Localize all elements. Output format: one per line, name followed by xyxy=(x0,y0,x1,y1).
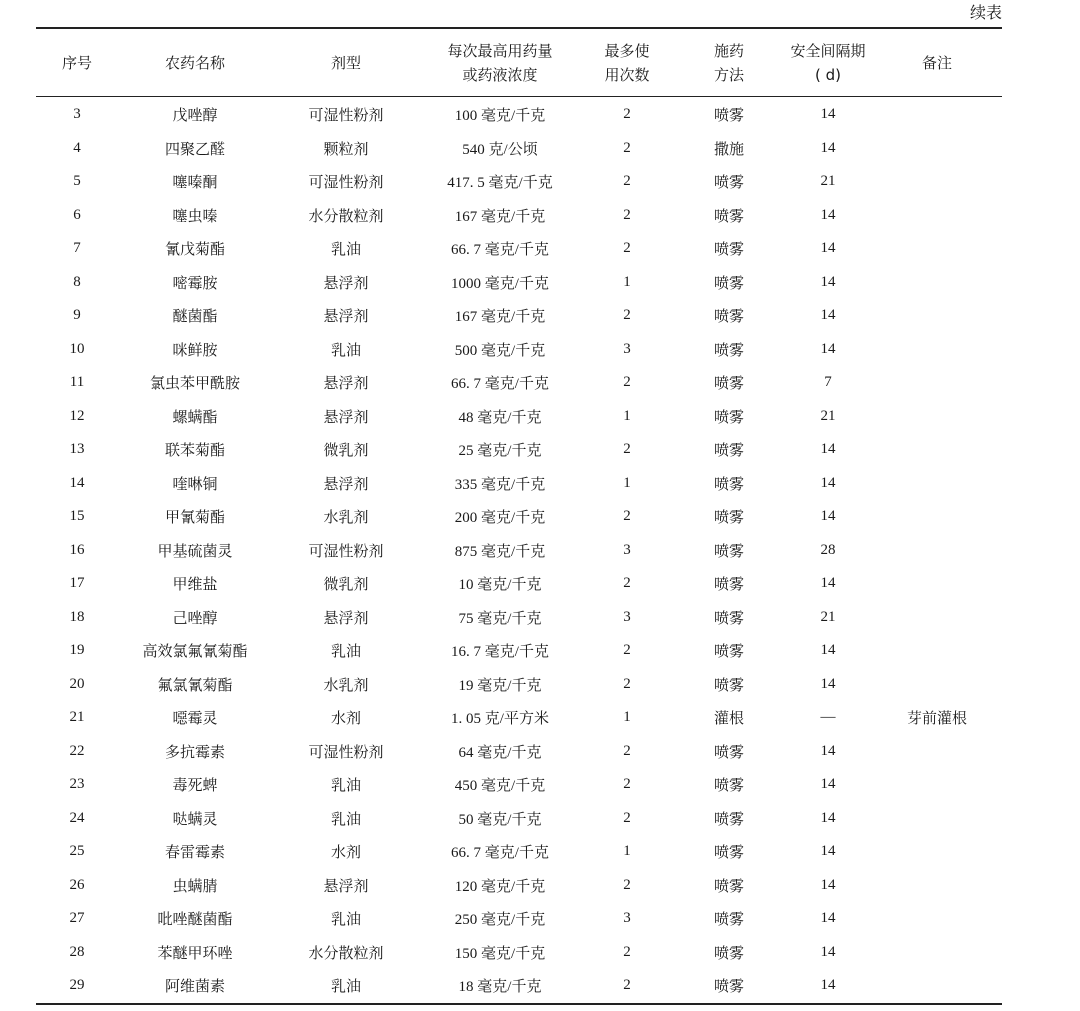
table-row xyxy=(36,132,1002,166)
table-row xyxy=(36,333,1002,367)
cell-note xyxy=(872,165,1002,199)
cell-max-dose: 167 毫克/千克 xyxy=(454,309,546,326)
cell-pesticide-name: 螺螨酯 xyxy=(172,407,218,426)
cell-note xyxy=(872,299,1002,333)
cell-max-dose: 1000 毫克/千克 xyxy=(451,275,549,292)
cell-safety-interval: 14 xyxy=(784,969,872,1004)
cell-formulation: 可湿性粉剂 xyxy=(308,541,384,560)
cell-seq: 25 xyxy=(69,843,85,860)
cell-max-times: 3 xyxy=(623,608,631,625)
header-dose-line1: 每次最高用药量 xyxy=(447,41,553,60)
header-times-line1: 最多使 xyxy=(604,41,650,60)
cell-formulation: 水乳剂 xyxy=(323,675,369,694)
cell-safety-interval: 14 xyxy=(820,642,836,659)
cell-formulation: 乳油 xyxy=(272,969,420,1004)
cell-safety-interval: 21 xyxy=(820,407,836,424)
cell-seq: 24 xyxy=(69,809,85,826)
cell-max-times: 1 xyxy=(623,273,631,290)
cell-note xyxy=(872,634,1002,668)
cell-method: 喷雾 xyxy=(713,374,744,393)
cell-method: 喷雾 xyxy=(713,273,744,292)
cell-max-times: 1 xyxy=(623,843,631,860)
table-row xyxy=(36,299,1002,333)
cell-max-dose: 200 毫克/千克 xyxy=(454,510,546,527)
cell-method: 喷雾 xyxy=(713,575,744,594)
table-row xyxy=(36,701,1002,735)
cell-max-times: 2 xyxy=(623,173,631,190)
cell-pesticide-name: 甲氰菊酯 xyxy=(164,508,225,527)
cell-max-dose: 75 毫克/千克 xyxy=(458,610,542,627)
cell-max-dose: 25 毫克/千克 xyxy=(458,443,542,460)
header-times-line2: 用次数 xyxy=(604,65,650,84)
cell-pesticide-name: 戊唑醇 xyxy=(172,106,218,125)
cell-max-times: 2 xyxy=(623,876,631,893)
table-row xyxy=(36,869,1002,903)
cell-formulation: 水分散粒剂 xyxy=(308,943,384,962)
cell-method: 喷雾 xyxy=(713,441,744,460)
cell-safety-interval: 14 xyxy=(820,843,836,860)
cell-max-times: 2 xyxy=(623,575,631,592)
cell-seq: 23 xyxy=(69,776,85,793)
cell-safety-interval: 14 xyxy=(820,106,836,123)
cell-seq: 10 xyxy=(69,340,85,357)
header-form xyxy=(272,28,420,97)
cell-seq: 20 xyxy=(69,675,85,692)
cell-max-times: 2 xyxy=(623,642,631,659)
cell-pesticide-name: 己唑醇 xyxy=(172,608,218,627)
cell-seq: 22 xyxy=(69,742,85,759)
cell-safety-interval: 14 xyxy=(820,240,836,257)
cell-safety-interval: 21 xyxy=(820,608,836,625)
cell-safety-interval: 14 xyxy=(820,139,836,156)
cell-note xyxy=(872,333,1002,367)
cell-note xyxy=(872,902,1002,936)
header-row xyxy=(36,28,1002,97)
cell-formulation: 微乳剂 xyxy=(323,575,369,594)
header-note-label: 备注 xyxy=(921,53,952,72)
cell-pesticide-name: 哒螨灵 xyxy=(172,809,218,828)
cell-method: 喷雾 xyxy=(713,910,744,929)
header-interval-line1: 安全间隔期 xyxy=(790,41,866,60)
header-form-label: 剂型 xyxy=(330,53,361,72)
cell-seq: 5 xyxy=(73,173,81,190)
cell-max-dose: 120 毫克/千克 xyxy=(454,878,546,895)
cell-pesticide-name: 甲维盐 xyxy=(172,575,218,594)
table-row xyxy=(36,735,1002,769)
cell-formulation: 悬浮剂 xyxy=(323,608,369,627)
cell-formulation: 水分散粒剂 xyxy=(308,206,384,225)
cell-method: 喷雾 xyxy=(713,407,744,426)
cell-note xyxy=(872,199,1002,233)
cell-pesticide-name: 氯虫苯甲酰胺 xyxy=(149,374,240,393)
table-caption: 续表 xyxy=(969,3,1002,22)
cell-seq: 16 xyxy=(69,541,85,558)
table-row xyxy=(36,199,1002,233)
cell-method: 喷雾 xyxy=(713,206,744,225)
cell-note xyxy=(872,97,1002,132)
cell-method: 喷雾 xyxy=(713,340,744,359)
cell-max-times: 1 xyxy=(623,407,631,424)
cell-note xyxy=(872,869,1002,903)
cell-max-times: 2 xyxy=(623,307,631,324)
cell-formulation: 水剂 xyxy=(330,843,361,862)
cell-safety-interval: 7 xyxy=(824,374,832,391)
table-row xyxy=(36,668,1002,702)
cell-max-times: 2 xyxy=(623,441,631,458)
cell-seq: 13 xyxy=(69,441,85,458)
cell-pesticide-name: 噻嗪酮 xyxy=(172,173,218,192)
cell-max-dose: 500 毫克/千克 xyxy=(454,342,546,359)
cell-max-dose: 19 毫克/千克 xyxy=(458,677,542,694)
cell-pesticide-name: 噻虫嗪 xyxy=(172,206,218,225)
cell-safety-interval: 14 xyxy=(820,575,836,592)
header-dose xyxy=(420,28,580,97)
header-name-label: 农药名称 xyxy=(164,53,225,72)
cell-seq: 17 xyxy=(69,575,85,592)
table-row xyxy=(36,232,1002,266)
table-row xyxy=(36,634,1002,668)
cell-seq: 21 xyxy=(69,709,85,726)
cell-seq: 9 xyxy=(73,307,81,324)
cell-note xyxy=(872,567,1002,601)
table-row xyxy=(36,97,1002,132)
cell-safety-interval: 14 xyxy=(820,307,836,324)
table-row xyxy=(36,266,1002,300)
table-body xyxy=(36,97,1002,1004)
cell-formulation: 乳油 xyxy=(330,776,361,795)
cell-max-times: 3 xyxy=(623,340,631,357)
cell-pesticide-name: 苯醚甲环唑 xyxy=(157,943,233,962)
table-row xyxy=(36,534,1002,568)
cell-method: 喷雾 xyxy=(713,541,744,560)
cell-formulation: 颗粒剂 xyxy=(323,139,369,158)
cell-note xyxy=(872,232,1002,266)
cell-formulation: 微乳剂 xyxy=(323,441,369,460)
cell-safety-interval: 14 xyxy=(820,910,836,927)
pesticide-table xyxy=(36,27,1002,1005)
cell-seq: 11 xyxy=(69,374,85,391)
cell-note xyxy=(872,132,1002,166)
cell-method: 喷雾 xyxy=(674,969,784,1004)
cell-note xyxy=(872,534,1002,568)
header-interval-line2: ( d) xyxy=(815,65,841,84)
cell-max-times: 3 xyxy=(623,541,631,558)
header-method-line1: 施药 xyxy=(713,41,744,60)
cell-note xyxy=(872,266,1002,300)
cell-pesticide-name: 氟氯氰菊酯 xyxy=(157,675,233,694)
header-name xyxy=(118,28,272,97)
table-row xyxy=(36,802,1002,836)
cell-method: 灌根 xyxy=(713,709,744,728)
cell-safety-interval: 14 xyxy=(820,809,836,826)
cell-max-dose: 150 毫克/千克 xyxy=(454,945,546,962)
table-row xyxy=(36,768,1002,802)
cell-max-times: 2 xyxy=(580,969,674,1004)
cell-pesticide-name: 阿维菌素 xyxy=(118,969,272,1004)
cell-method: 喷雾 xyxy=(713,876,744,895)
cell-max-times: 2 xyxy=(623,240,631,257)
cell-method: 喷雾 xyxy=(713,943,744,962)
cell-pesticide-name: 高效氯氟氰菊酯 xyxy=(142,642,248,661)
cell-max-times: 1 xyxy=(623,709,631,726)
cell-max-dose: 50 毫克/千克 xyxy=(458,811,542,828)
cell-seq: 27 xyxy=(69,910,85,927)
cell-max-times: 2 xyxy=(623,508,631,525)
cell-pesticide-name: 喹啉铜 xyxy=(172,474,218,493)
cell-note xyxy=(872,668,1002,702)
header-interval xyxy=(784,28,872,97)
cell-note xyxy=(872,768,1002,802)
cell-max-dose: 10 毫克/千克 xyxy=(458,577,542,594)
cell-safety-interval: 14 xyxy=(820,675,836,692)
cell-safety-interval: 14 xyxy=(820,273,836,290)
cell-safety-interval: — xyxy=(820,709,836,726)
table-row xyxy=(36,366,1002,400)
header-times xyxy=(580,28,674,97)
cell-max-times: 2 xyxy=(623,943,631,960)
cell-pesticide-name: 醚菌酯 xyxy=(172,307,218,326)
cell-note xyxy=(872,936,1002,970)
header-method-line2: 方法 xyxy=(713,65,744,84)
cell-safety-interval: 14 xyxy=(820,776,836,793)
cell-method: 喷雾 xyxy=(713,776,744,795)
header-note xyxy=(872,28,1002,97)
cell-safety-interval: 14 xyxy=(820,508,836,525)
cell-max-dose: 167 毫克/千克 xyxy=(454,208,546,225)
cell-note xyxy=(872,601,1002,635)
cell-pesticide-name: 虫螨腈 xyxy=(172,876,218,895)
cell-formulation: 水剂 xyxy=(330,709,361,728)
cell-formulation: 乳油 xyxy=(330,809,361,828)
cell-max-times: 2 xyxy=(623,139,631,156)
cell-pesticide-name: 联苯菊酯 xyxy=(164,441,225,460)
cell-method: 喷雾 xyxy=(713,508,744,527)
cell-safety-interval: 14 xyxy=(820,206,836,223)
cell-max-times: 2 xyxy=(623,776,631,793)
cell-max-dose: 64 毫克/千克 xyxy=(458,744,542,761)
cell-safety-interval: 28 xyxy=(820,541,836,558)
table-row xyxy=(36,601,1002,635)
cell-pesticide-name: 咪鲜胺 xyxy=(172,340,218,359)
cell-max-times: 2 xyxy=(623,675,631,692)
cell-formulation: 悬浮剂 xyxy=(323,474,369,493)
cell-safety-interval: 14 xyxy=(820,943,836,960)
cell-seq: 4 xyxy=(73,139,81,156)
table-row xyxy=(36,433,1002,467)
cell-formulation: 悬浮剂 xyxy=(323,273,369,292)
cell-max-dose: 417. 5 毫克/千克 xyxy=(447,175,553,192)
cell-safety-interval: 14 xyxy=(820,876,836,893)
cell-max-dose: 66. 7 毫克/千克 xyxy=(451,845,549,862)
cell-max-times: 2 xyxy=(623,206,631,223)
header-dose-line2: 或药液浓度 xyxy=(462,65,538,84)
cell-formulation: 可湿性粉剂 xyxy=(308,106,384,125)
table-row xyxy=(36,936,1002,970)
cell-seq: 8 xyxy=(73,273,81,290)
cell-note xyxy=(872,802,1002,836)
cell-method: 喷雾 xyxy=(713,642,744,661)
cell-formulation: 悬浮剂 xyxy=(323,374,369,393)
cell-note xyxy=(872,500,1002,534)
cell-pesticide-name: 毒死蜱 xyxy=(172,776,218,795)
cell-formulation: 乳油 xyxy=(330,240,361,259)
cell-method: 喷雾 xyxy=(713,173,744,192)
cell-formulation: 悬浮剂 xyxy=(323,876,369,895)
cell-formulation: 水乳剂 xyxy=(323,508,369,527)
cell-note xyxy=(872,433,1002,467)
cell-seq: 15 xyxy=(69,508,85,525)
cell-method: 喷雾 xyxy=(713,742,744,761)
cell-seq: 29 xyxy=(36,969,118,1004)
cell-seq: 26 xyxy=(69,876,85,893)
cell-method: 喷雾 xyxy=(713,675,744,694)
cell-max-dose: 1. 05 克/平方米 xyxy=(451,711,549,728)
cell-formulation: 可湿性粉剂 xyxy=(308,173,384,192)
cell-max-times: 2 xyxy=(623,374,631,391)
cell-seq: 3 xyxy=(73,106,81,123)
header-seq-label: 序号 xyxy=(61,53,92,72)
cell-formulation: 可湿性粉剂 xyxy=(308,742,384,761)
table-row xyxy=(36,567,1002,601)
cell-max-times: 2 xyxy=(623,742,631,759)
cell-seq: 12 xyxy=(69,407,85,424)
cell-note xyxy=(872,835,1002,869)
cell-method: 喷雾 xyxy=(713,106,744,125)
cell-pesticide-name: 多抗霉素 xyxy=(164,742,225,761)
cell-max-dose: 66. 7 毫克/千克 xyxy=(451,242,549,259)
cell-method: 喷雾 xyxy=(713,809,744,828)
cell-pesticide-name: 嘧霉胺 xyxy=(172,273,218,292)
cell-max-dose: 66. 7 毫克/千克 xyxy=(451,376,549,393)
cell-max-times: 3 xyxy=(623,910,631,927)
cell-note xyxy=(872,969,1002,1004)
cell-pesticide-name: 春雷霉素 xyxy=(164,843,225,862)
cell-pesticide-name: 氰戊菊酯 xyxy=(164,240,225,259)
header-method xyxy=(674,28,784,97)
cell-method: 喷雾 xyxy=(713,608,744,627)
cell-seq: 7 xyxy=(73,240,81,257)
cell-max-times: 1 xyxy=(623,474,631,491)
cell-seq: 28 xyxy=(69,943,85,960)
table-row xyxy=(36,902,1002,936)
cell-safety-interval: 14 xyxy=(820,340,836,357)
cell-max-dose: 16. 7 毫克/千克 xyxy=(451,644,549,661)
cell-seq: 6 xyxy=(73,206,81,223)
cell-max-dose: 18 毫克/千克 xyxy=(420,969,580,1004)
cell-max-dose: 540 克/公顷 xyxy=(462,141,538,158)
cell-pesticide-name: 吡唑醚菌酯 xyxy=(157,910,233,929)
cell-formulation: 乳油 xyxy=(330,642,361,661)
table-row xyxy=(36,835,1002,869)
table-row xyxy=(36,165,1002,199)
cell-note xyxy=(872,366,1002,400)
cell-max-dose: 335 毫克/千克 xyxy=(454,476,546,493)
cell-max-dose: 250 毫克/千克 xyxy=(454,912,546,929)
cell-formulation: 乳油 xyxy=(330,340,361,359)
cell-method: 喷雾 xyxy=(713,307,744,326)
cell-method: 撒施 xyxy=(713,139,744,158)
cell-method: 喷雾 xyxy=(713,240,744,259)
header-seq xyxy=(36,28,118,97)
cell-method: 喷雾 xyxy=(713,474,744,493)
table-row xyxy=(36,500,1002,534)
cell-formulation: 乳油 xyxy=(330,910,361,929)
cell-seq: 18 xyxy=(69,608,85,625)
cell-pesticide-name: 甲基硫菌灵 xyxy=(157,541,233,560)
table-row xyxy=(36,467,1002,501)
cell-safety-interval: 14 xyxy=(820,441,836,458)
table-row xyxy=(36,400,1002,434)
cell-formulation: 悬浮剂 xyxy=(323,307,369,326)
cell-pesticide-name: 噁霉灵 xyxy=(172,709,218,728)
cell-max-times: 2 xyxy=(623,106,631,123)
cell-safety-interval: 21 xyxy=(820,173,836,190)
cell-max-dose: 450 毫克/千克 xyxy=(454,778,546,795)
cell-max-dose: 48 毫克/千克 xyxy=(458,409,542,426)
cell-method: 喷雾 xyxy=(713,843,744,862)
table-row xyxy=(36,969,1002,1004)
cell-note: 芽前灌根 xyxy=(906,709,967,728)
cell-max-dose: 100 毫克/千克 xyxy=(454,108,546,125)
cell-pesticide-name: 四聚乙醛 xyxy=(164,139,225,158)
cell-formulation: 悬浮剂 xyxy=(323,407,369,426)
cell-max-dose: 875 毫克/千克 xyxy=(454,543,546,560)
cell-note xyxy=(872,467,1002,501)
cell-seq: 14 xyxy=(69,474,85,491)
cell-max-times: 2 xyxy=(623,809,631,826)
cell-note xyxy=(872,400,1002,434)
cell-note xyxy=(872,735,1002,769)
cell-safety-interval: 14 xyxy=(820,742,836,759)
cell-safety-interval: 14 xyxy=(820,474,836,491)
cell-seq: 19 xyxy=(69,642,85,659)
